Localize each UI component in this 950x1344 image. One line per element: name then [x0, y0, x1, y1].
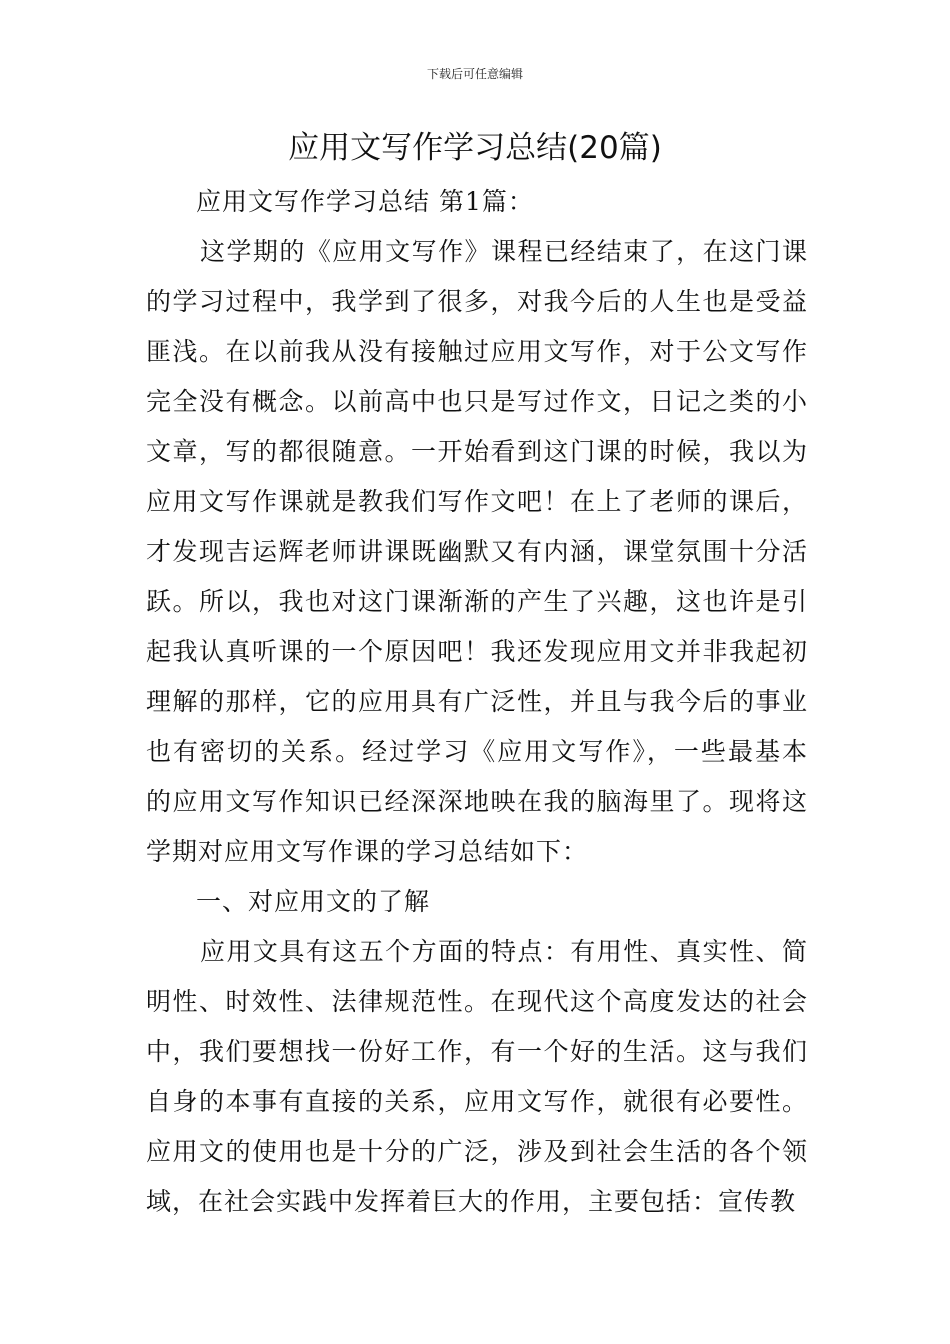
- document-body: [146, 177, 808, 1227]
- paragraph-2: 应用文具有这五个方面的特点：有用性、真实性、简明性、时效性、法律规范性。在现代这个高度发达的社会中，我们要想找一份好工作，有一个好的生活。这与我们自身的本事有直接的关系，应用文写作，就很有必要性。应用文的使用也是十分的广泛，涉及到社会生活的各个领域，在社会实践中发挥着巨大的作用，主要包括：宣传教: [146, 937, 808, 1216]
- paragraph-1: 这学期的《应用文写作》课程已经结束了，在这门课的学习过程中，我学到了很多，对我今后的人生也是受益匪浅。在以前我从没有接触过应用文写作，对于公文写作完全没有概念。以前高中也只是写过作文，日记之类的小文章，写的都很随意。一开始看到这门课的时候，我以为应用文写作课就是教我们写作文吧！在上了老师的课后，才发现吉运辉老师讲课既幽默又有内涵，课堂氛围十分活跃。所以，我也对这门课渐渐的产生了兴趣，这也许是引起我认真听课的一个原因吧！我还发现应用文并非我起初理解的那样，它的应用具有广泛性，并且与我今后的事业也有密切的关系。经过学习《应用文写作》，一些最基本的应用文写作知识已经深深地映在我的脑海里了。现将这学期对应用文写作课的学习总结如下：: [146, 237, 808, 866]
- document-title: 应用文写作学习总结(20篇): [288, 130, 662, 166]
- header-note: 下载后可任意编辑: [426, 67, 523, 81]
- section-heading: 一、对应用文的了解: [196, 887, 431, 916]
- document-subtitle: 应用文写作学习总结 第1篇：: [196, 187, 534, 216]
